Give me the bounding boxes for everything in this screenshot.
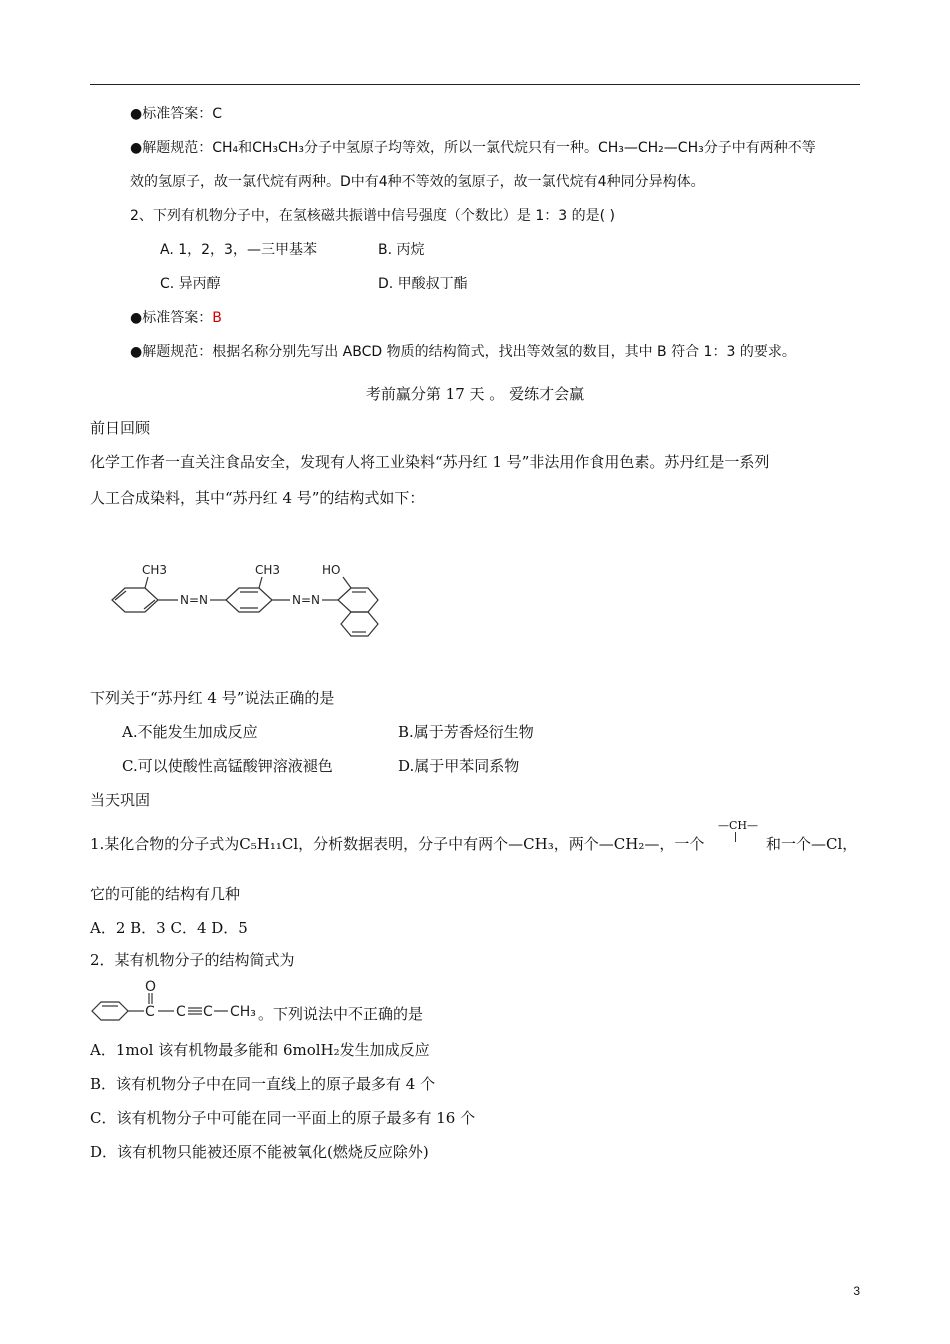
problem-2-line-1: 2．某有机物分子的结构简式为 <box>90 951 295 969</box>
day-title: 考前赢分第 17 天 。 爱练才会赢 <box>365 385 585 403</box>
problem-2-option-a: A．1mol 该有机物最多能和 6molH₂发生加成反应 <box>90 1041 430 1059</box>
header-rule <box>90 84 860 85</box>
answer-label: ●标准答案： <box>130 106 213 122</box>
sudan-option-c: C.可以使酸性高锰酸钾溶液褪色 <box>122 757 333 775</box>
p2-ch3: CH₃ <box>230 1004 256 1020</box>
ch3-label-2: CH3 <box>255 563 281 577</box>
solution-line-1: ●解题规范：CH₄和CH₃CH₃分子中氢原子均等效，所以一氯代烷只有一种。CH₃—CH₂—CH₃分子中有两种不等 <box>130 140 816 156</box>
para-1: 化学工作者一直关注食品安全，发现有人将工业染料“苏丹红 1 号”非法用作食用色素。苏丹红是一系列 <box>90 453 770 471</box>
p2-o: O <box>145 979 157 995</box>
problem-2-option-d: D．该有机物只能被还原不能被氧化(燃烧反应除外) <box>90 1143 429 1161</box>
sudan-4-structure <box>100 555 400 655</box>
sudan-option-d: D.属于甲苯同系物 <box>398 757 520 775</box>
answer-line-2 <box>130 308 222 328</box>
nn-label-1: N=N <box>180 593 209 607</box>
answer-value: B <box>212 310 222 326</box>
q2-option-a: A. 1，2，3，—三甲基苯 <box>160 242 317 258</box>
ch-group-label: —CH— <box>718 819 759 832</box>
answer-label: ●标准答案： <box>130 310 213 326</box>
q2-option-c: C. 异丙醇 <box>160 276 221 292</box>
problem-1-line-1: 1.某化合物的分子式为C₅H₁₁Cl，分析数据表明，分子中有两个—CH₃，两个—CH₂—，一个 <box>90 835 705 853</box>
answer-value: C <box>212 106 222 122</box>
p2-c1: C <box>145 1004 155 1020</box>
para-2: 人工合成染料，其中“苏丹红 4 号”的结构式如下： <box>90 489 425 507</box>
ch3-label-1: CH3 <box>142 563 168 577</box>
p2-c2: C <box>176 1004 186 1020</box>
sudan-question: 下列关于“苏丹红 4 号”说法正确的是 <box>90 689 335 707</box>
q2-option-d: D. 甲酸叔丁酯 <box>378 276 468 292</box>
problem-1-line-2: 它的可能的结构有几种 <box>90 885 241 903</box>
question-2: 2、下列有机物分子中，在氢核磁共振谱中信号强度（个数比）是 1：3 的是( ) <box>130 208 615 224</box>
problem-1-options: A．2 B．3 C．4 D．5 <box>90 919 248 937</box>
problem-2-structure <box>88 978 273 1024</box>
p2-c3: C <box>203 1004 213 1020</box>
ch-group-bond <box>735 832 736 842</box>
problem-1-line-1b: 和一个—Cl， <box>766 835 858 853</box>
section-review: 前日回顾 <box>90 419 151 437</box>
solution-line-2: 效的氢原子，故一氯代烷有两种。D中有4种不等效的氢原子，故一氯代烷有4种同分异构体。 <box>130 174 705 190</box>
ho-label: HO <box>322 563 341 577</box>
problem-2-option-b: B．该有机物分子中在同一直线上的原子最多有 4 个 <box>90 1075 436 1093</box>
problem-2-tail: 。下列说法中不正确的是 <box>258 1005 424 1023</box>
section-consolidate: 当天巩固 <box>90 791 151 809</box>
answer-line-1 <box>130 104 222 124</box>
sudan-option-b: B.属于芳香烃衍生物 <box>398 723 534 741</box>
sudan-option-a: A.不能发生加成反应 <box>122 723 258 741</box>
q2-option-b: B. 丙烷 <box>378 242 425 258</box>
page-number: 3 <box>853 1284 860 1298</box>
solution-line-3: ●解题规范：根据名称分别先写出 ABCD 物质的结构简式，找出等效氢的数目，其中 B 符合 1：3 的要求。 <box>130 344 796 360</box>
nn-label-2: N=N <box>292 593 321 607</box>
problem-2-option-c: C．该有机物分子中可能在同一平面上的原子最多有 16 个 <box>90 1109 476 1127</box>
